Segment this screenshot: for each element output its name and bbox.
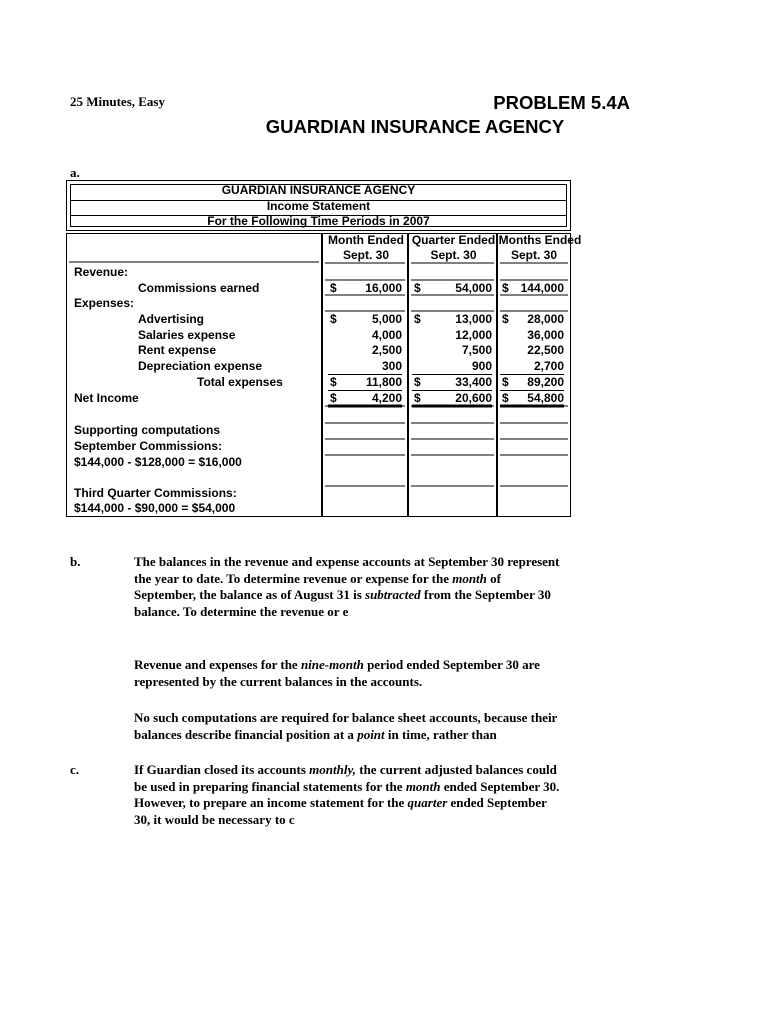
dollar-sign: $ <box>502 375 509 389</box>
part-c-label: c. <box>70 762 80 777</box>
rent-year: 22,500 <box>527 343 564 357</box>
rent-quarter: 7,500 <box>461 343 492 357</box>
col-month-line1: Month Ended <box>328 233 404 247</box>
advertising-month: 5,000 <box>371 312 402 326</box>
expenses-label: Expenses: <box>74 296 135 310</box>
problem-subtitle: GUARDIAN INSURANCE AGENCY <box>265 116 565 137</box>
salaries-month: 4,000 <box>371 328 402 342</box>
statement-period: For the Following Time Periods in 2007 <box>207 214 430 228</box>
depreciation-year: 2,700 <box>500 359 564 375</box>
total-year: 89,200 <box>500 375 564 391</box>
part-b-label: b. <box>70 554 81 569</box>
statement-title: Income Statement <box>266 199 371 213</box>
supporting-label: Supporting computations <box>74 423 220 437</box>
sept-label: September Commissions: <box>74 439 223 453</box>
dollar-sign: $ <box>330 391 337 405</box>
part-b-paragraph-2: Revenue and expenses for the nine-month period ended September 30 are represented by the current balances in the accounts. <box>134 657 540 689</box>
total-quarter: 33,400 <box>412 375 492 391</box>
commissions-quarter: 54,000 <box>455 281 492 295</box>
col-year-line1: Months Ended <box>498 233 582 247</box>
advertising-quarter: 13,000 <box>455 312 492 326</box>
commissions-label: Commissions earned <box>138 281 260 295</box>
col-quarter-line1: Quarter Ended <box>411 233 496 247</box>
col-year-line2: Sept. 30 <box>510 248 558 262</box>
salaries-quarter: 12,000 <box>455 328 492 342</box>
dollar-sign: $ <box>502 391 509 405</box>
net-year: 54,800 <box>527 391 564 405</box>
col-quarter-line2: Sept. 30 <box>430 248 477 262</box>
dollar-sign: $ <box>330 312 337 326</box>
advertising-year: 28,000 <box>527 312 564 326</box>
dollar-sign: $ <box>414 391 421 405</box>
rent-month: 2,500 <box>371 343 402 357</box>
dollar-sign: $ <box>502 281 509 295</box>
commissions-month: 16,000 <box>365 281 402 295</box>
expense-label-rent: Rent expense <box>138 343 217 357</box>
revenue-label: Revenue: <box>74 265 129 279</box>
sept-calc: $144,000 - $128,000 = $16,000 <box>74 455 242 469</box>
dollar-sign: $ <box>414 281 421 295</box>
q3-label: Third Quarter Commissions: <box>74 486 237 500</box>
expense-label-depreciation: Depreciation expense <box>138 359 263 373</box>
part-a-label: a. <box>70 165 80 180</box>
statement-company: GUARDIAN INSURANCE AGENCY <box>221 183 416 197</box>
dollar-sign: $ <box>330 375 337 389</box>
time-note: 25 Minutes, Easy <box>70 94 165 109</box>
depreciation-quarter: 900 <box>412 359 492 375</box>
commissions-year: 144,000 <box>520 281 564 295</box>
part-c-paragraph: If Guardian closed its accounts monthly, the current adjusted balances could be used in preparing financial statements for the month ended September 30. However, to prepare an income statement for the quarter ended September 30, it would be necessary to c <box>134 762 560 827</box>
dollar-sign: $ <box>502 312 509 326</box>
dollar-sign: $ <box>414 375 421 389</box>
dollar-sign: $ <box>330 281 337 295</box>
depreciation-month: 300 <box>328 359 402 375</box>
expense-label-salaries: Salaries expense <box>138 328 236 342</box>
col-month-line2: Sept. 30 <box>342 248 390 262</box>
salaries-year: 36,000 <box>527 328 564 342</box>
part-b-paragraph-3: No such computations are required for balance sheet accounts, because their balances describe financial position at a point in time, rather than <box>134 710 558 742</box>
total-expenses-label: Total expenses <box>197 375 283 389</box>
problem-title: PROBLEM 5.4A <box>493 92 630 113</box>
total-month: 11,800 <box>328 375 402 391</box>
net-month: 4,200 <box>371 391 402 405</box>
part-b-paragraph-1: The balances in the revenue and expense accounts at September 30 represent the year to date. To determine revenue or expense for the month of September, the balance as of August 31 is subtracted from the September 30 balance. To determine the revenue or e <box>134 554 560 619</box>
q3-calc: $144,000 - $90,000 = $54,000 <box>74 501 236 515</box>
income-statement <box>66 180 582 517</box>
dollar-sign: $ <box>414 312 421 326</box>
net-income-label: Net Income <box>74 391 139 405</box>
net-quarter: 20,600 <box>455 391 492 405</box>
expense-label-advertising: Advertising <box>138 312 205 326</box>
